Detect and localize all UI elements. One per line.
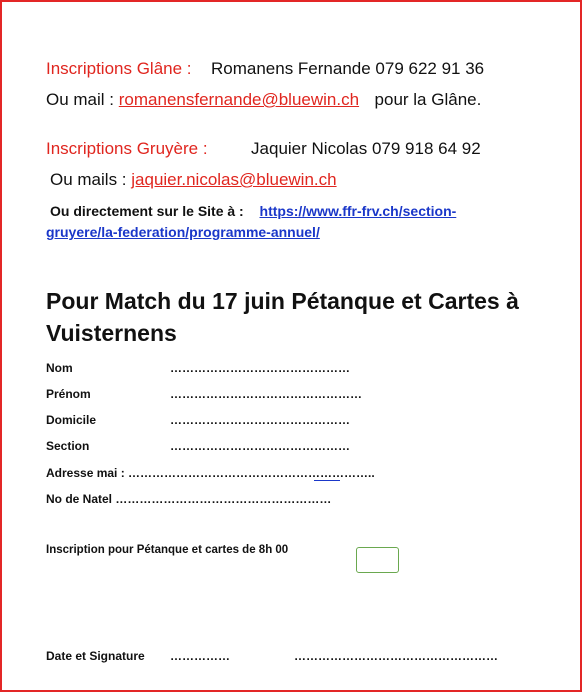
gruyere-label: Inscriptions Gruyère : xyxy=(46,139,208,158)
inscription-checkbox[interactable] xyxy=(356,547,399,573)
site-prefix: Ou directement sur le Site à : xyxy=(50,203,244,219)
inscription-label: Inscription pour Pétanque et cartes de 8h 00 xyxy=(46,544,289,556)
email-field-dots[interactable]: …………………………………………………….. xyxy=(128,466,375,480)
glane-line xyxy=(46,59,484,79)
site-line xyxy=(50,203,456,219)
natel-field-label: No de Natel xyxy=(46,492,113,506)
signature-label: Date et Signature xyxy=(46,649,145,663)
site-url-link-part1[interactable]: https://www.ffr-frv.ch/section- xyxy=(259,203,457,219)
glane-mail-prefix: Ou mail : xyxy=(46,90,115,109)
gruyere-email-link[interactable]: jaquier.nicolas@bluewin.ch xyxy=(131,170,337,189)
email-field-label: Adresse mai : xyxy=(46,466,125,480)
glane-email-link[interactable]: romanensfernande@bluewin.ch xyxy=(118,90,360,109)
gruyere-line xyxy=(46,139,481,159)
field-label-section: Section xyxy=(46,439,90,453)
natel-field-line xyxy=(46,492,331,506)
gruyere-mail-line xyxy=(50,170,337,190)
email-underline xyxy=(314,480,340,481)
glane-mail-line xyxy=(46,90,481,110)
field-dots-domicile[interactable]: ……………………………………… xyxy=(170,413,350,427)
glane-mail-suffix: pour la Glâne. xyxy=(374,90,482,109)
gruyere-contact: Jaquier Nicolas 079 918 64 92 xyxy=(251,139,481,158)
email-field-line xyxy=(46,466,375,480)
gruyere-mail-prefix: Ou mails : xyxy=(50,170,127,189)
field-dots-prenom[interactable]: ………………………………………… xyxy=(170,387,362,401)
field-label-nom: Nom xyxy=(46,361,73,375)
page-title: Pour Match du 17 juin Pétanque et Cartes à Vuisternens xyxy=(46,288,519,346)
field-dots-section[interactable]: ……………………………………… xyxy=(170,439,350,453)
date-dots[interactable]: …………… xyxy=(170,649,230,663)
natel-field-dots[interactable]: ……………………………………………… xyxy=(115,492,332,506)
glane-label: Inscriptions Glâne : xyxy=(46,59,192,78)
field-label-prenom: Prénom xyxy=(46,387,91,401)
signature-dots[interactable]: …………………………………………… xyxy=(294,649,498,663)
field-label-domicile: Domicile xyxy=(46,413,97,427)
glane-contact: Romanens Fernande 079 622 91 36 xyxy=(210,59,485,78)
field-dots-nom[interactable]: ……………………………………… xyxy=(170,361,350,375)
site-url-line2 xyxy=(46,224,320,240)
site-url-link-part2[interactable]: gruyere/la-federation/programme-annuel/ xyxy=(46,224,320,240)
